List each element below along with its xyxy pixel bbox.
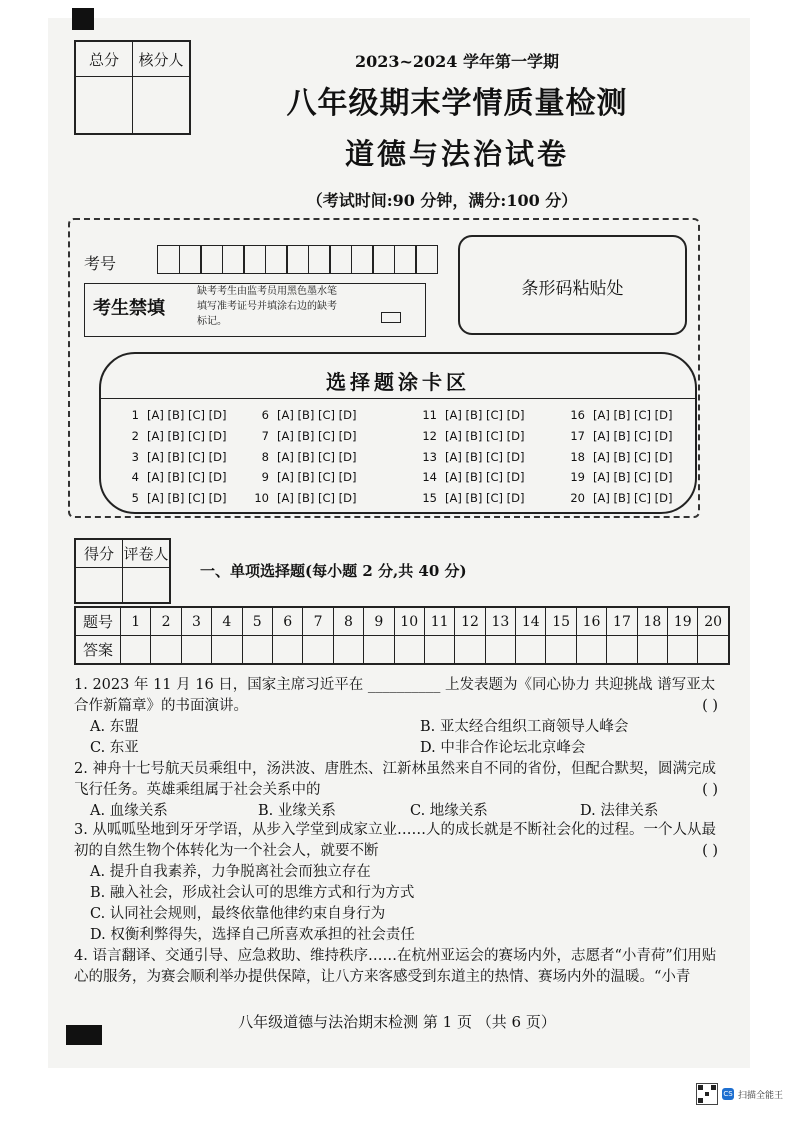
grid-question-number: 11 <box>424 607 454 636</box>
answer-column <box>567 408 673 512</box>
answer-bubble-row[interactable] <box>567 450 673 471</box>
answer-label: 答案 <box>75 636 121 665</box>
exam-number-cell[interactable] <box>351 245 374 274</box>
scanner-watermark <box>696 1083 783 1105</box>
grid-answer-cell[interactable] <box>576 636 606 665</box>
bubble-options[interactable]: [A] [B] [C] [D] <box>277 470 357 485</box>
barcode-label: 条形码粘贴处 <box>521 279 624 299</box>
grid-question-number: 18 <box>637 607 667 636</box>
exam-number-cell[interactable] <box>329 245 352 274</box>
grid-answer-cell[interactable] <box>637 636 667 665</box>
bubble-question-number: 13 <box>422 449 437 464</box>
bubble-options[interactable]: [A] [B] [C] [D] <box>445 470 525 485</box>
bubble-question-number: 12 <box>422 428 437 443</box>
grid-question-number: 19 <box>668 607 698 636</box>
question-4 <box>74 946 724 988</box>
option-b: B. 亚太经合组织工商领导人峰会 <box>420 719 629 735</box>
answer-column <box>419 408 525 512</box>
bubble-question-number: 20 <box>570 491 585 506</box>
answer-bubble-row[interactable] <box>251 408 357 429</box>
bubble-options[interactable]: [A] [B] [C] [D] <box>593 428 673 443</box>
grid-answer-cell[interactable] <box>272 636 302 665</box>
grid-answer-cell[interactable] <box>516 636 546 665</box>
grid-answer-cell[interactable] <box>394 636 424 665</box>
grid-question-number: 8 <box>333 607 363 636</box>
answer-paren[interactable]: ( ) <box>702 843 718 859</box>
option-d: D. 法律关系 <box>580 803 659 819</box>
exam-number-cell[interactable] <box>243 245 266 274</box>
section-heading: 一、单项选择题(每小题 2 分,共 40 分) <box>200 562 467 580</box>
exam-number-cell[interactable] <box>265 245 288 274</box>
bubble-options[interactable]: [A] [B] [C] [D] <box>147 470 227 485</box>
absent-mark-checkbox[interactable] <box>381 312 401 323</box>
answer-bubble-row[interactable] <box>567 429 673 450</box>
bubble-options[interactable]: [A] [B] [C] [D] <box>277 428 357 443</box>
option-a: A. 提升自我素养，力争脱离社会而独立存在 <box>90 864 371 880</box>
question-stem: 1. 2023 年 11 月 16 日，国家主席习近平在 __________ 上发表题为《同心协力 共迎挑战 谱写亚太合作新篇章》的书面演讲。 <box>74 677 716 714</box>
option-d: D. 权衡利弊得失，选择自己所喜欢承担的社会责任 <box>90 927 415 943</box>
grader-cell[interactable] <box>123 568 171 604</box>
grid-answer-cell[interactable] <box>546 636 576 665</box>
bubble-options[interactable]: [A] [B] [C] [D] <box>593 449 673 464</box>
bubble-question-number: 19 <box>570 470 585 485</box>
grid-question-number: 5 <box>242 607 272 636</box>
answer-bubble-row[interactable] <box>567 470 673 491</box>
answer-column <box>251 408 357 512</box>
grid-answer-cell[interactable] <box>607 636 637 665</box>
bubble-options[interactable]: [A] [B] [C] [D] <box>593 408 673 422</box>
answer-bubble-row[interactable] <box>419 470 525 491</box>
bubble-question-number: 17 <box>570 428 585 443</box>
grid-question-number: 1 <box>121 607 151 636</box>
grid-answer-cell[interactable] <box>333 636 363 665</box>
bubble-options[interactable]: [A] [B] [C] [D] <box>445 449 525 464</box>
grid-question-number: 16 <box>576 607 606 636</box>
answer-bubble-row[interactable] <box>419 491 525 512</box>
option-a: A. 东盟 <box>90 719 139 735</box>
grid-answer-cell[interactable] <box>668 636 698 665</box>
registration-mark-top <box>72 8 94 30</box>
exam-number-cell[interactable] <box>308 245 331 274</box>
exam-number-cell[interactable] <box>179 245 202 274</box>
grader-label: 评卷人 <box>123 539 171 568</box>
option-c: C. 东亚 <box>90 740 139 756</box>
answer-paren[interactable]: ( ) <box>702 782 718 798</box>
bubble-options[interactable]: [A] [B] [C] [D] <box>445 491 525 506</box>
answer-bubble-row[interactable] <box>121 491 227 512</box>
answer-bubble-row[interactable] <box>251 470 357 491</box>
qr-code-icon <box>696 1083 718 1105</box>
grid-question-number: 14 <box>516 607 546 636</box>
question-3 <box>74 820 724 946</box>
exam-number-cell[interactable] <box>286 245 309 274</box>
grid-question-number: 7 <box>303 607 333 636</box>
subject-title: 道德与法治试卷 <box>344 137 569 171</box>
bubble-question-number: 4 <box>131 470 139 485</box>
grid-answer-cell[interactable] <box>303 636 333 665</box>
answer-bubble-row[interactable] <box>419 429 525 450</box>
term-label: 2023~2024 学年第一学期 <box>354 52 560 71</box>
option-b: B. 业缘关系 <box>258 803 336 819</box>
bubble-question-number: 8 <box>261 449 269 464</box>
grid-answer-cell[interactable] <box>242 636 272 665</box>
exam-number-input[interactable] <box>157 245 437 274</box>
bubble-question-number: 6 <box>261 408 269 422</box>
grid-question-number: 9 <box>364 607 394 636</box>
bubble-question-number: 18 <box>570 449 585 464</box>
grid-answer-cell[interactable] <box>455 636 485 665</box>
grid-question-number: 2 <box>151 607 181 636</box>
watermark-text: 扫描全能王 <box>738 1090 784 1101</box>
choice-zone-title: 选择题涂卡区 <box>326 370 470 394</box>
answer-bubble-row[interactable] <box>251 429 357 450</box>
option-c: C. 地缘关系 <box>410 803 488 819</box>
bubble-options[interactable]: [A] [B] [C] [D] <box>147 491 227 506</box>
grid-answer-cell[interactable] <box>364 636 394 665</box>
barcode-area <box>458 235 687 335</box>
answer-bubble-row[interactable] <box>121 408 227 429</box>
answer-paren[interactable]: ( ) <box>702 698 718 714</box>
answer-bubble-row[interactable] <box>567 408 673 429</box>
checker-label: 核分人 <box>133 41 191 77</box>
grid-answer-cell[interactable] <box>151 636 181 665</box>
bubble-question-number: 15 <box>422 491 437 506</box>
grid-question-number: 20 <box>698 607 729 636</box>
question-2 <box>74 759 724 822</box>
grid-question-number: 10 <box>394 607 424 636</box>
bubble-options[interactable]: [A] [B] [C] [D] <box>277 408 357 422</box>
grid-question-number: 12 <box>455 607 485 636</box>
grid-answer-cell[interactable] <box>212 636 242 665</box>
grid-question-number: 15 <box>546 607 576 636</box>
question-stem: 4. 语言翻译、交通引导、应急救助、维持秩序……在杭州亚运会的赛场内外，志愿者“小青荷”们用贴心的服务，为赛会顺利举办提供保障，让八方来客感受到东道主的热情、赛场内外的温暖。“小青 <box>74 948 717 985</box>
exam-number-cell[interactable] <box>157 245 180 274</box>
question-number-label: 题号 <box>75 607 121 636</box>
choice-answer-zone <box>99 352 697 514</box>
answer-bubble-row[interactable] <box>121 429 227 450</box>
bubble-question-number: 5 <box>131 491 139 506</box>
question-1 <box>74 675 724 759</box>
bubble-question-number: 9 <box>261 470 269 485</box>
option-d: D. 中非合作论坛北京峰会 <box>420 740 586 756</box>
bubble-options[interactable]: [A] [B] [C] [D] <box>147 428 227 443</box>
divider <box>101 398 695 399</box>
exam-number-cell[interactable] <box>394 245 417 274</box>
grid-question-number: 13 <box>485 607 515 636</box>
bubble-options[interactable]: [A] [B] [C] [D] <box>445 428 525 443</box>
bubble-options[interactable]: [A] [B] [C] [D] <box>445 408 525 422</box>
exam-number-cell[interactable] <box>200 245 223 274</box>
answer-bubble-row[interactable] <box>419 450 525 471</box>
question-stem: 2. 神舟十七号航天员乘组中，汤洪波、唐胜杰、江新林虽然来自不同的省份，但配合默契，圆满完成飞行任务。英雄乘组属于社会关系中的 <box>74 761 716 798</box>
absent-box <box>84 283 426 337</box>
page-footer: 八年级道德与法治期末检测 第 1 页 （共 6 页） <box>238 1013 556 1031</box>
answer-grid <box>74 606 730 665</box>
absent-note: 缺考考生由监考员用黑色墨水笔填写准考证号并填涂右边的缺考标记。 <box>197 286 337 327</box>
bubble-question-number: 1 <box>131 408 139 422</box>
grid-answer-cell[interactable] <box>121 636 151 665</box>
grid-question-number: 6 <box>272 607 302 636</box>
bubble-question-number: 2 <box>131 428 139 443</box>
bubble-question-number: 11 <box>422 408 437 422</box>
bubble-question-number: 14 <box>422 470 437 485</box>
bubble-options[interactable]: [A] [B] [C] [D] <box>277 491 357 506</box>
bubble-options[interactable]: [A] [B] [C] [D] <box>593 491 673 506</box>
exam-number-cell[interactable] <box>372 245 395 274</box>
answer-bubble-row[interactable] <box>251 450 357 471</box>
answer-column <box>121 408 227 512</box>
exam-number-cell[interactable] <box>222 245 245 274</box>
option-a: A. 血缘关系 <box>90 803 168 819</box>
total-score-label: 总分 <box>75 41 133 77</box>
absent-label: 考生禁填 <box>93 298 165 319</box>
grader-table <box>74 538 171 604</box>
bubble-options[interactable]: [A] [B] [C] [D] <box>147 408 227 422</box>
question-stem: 3. 从呱呱坠地到牙牙学语，从步入学堂到成家立业……人的成长就是不断社会化的过程。一个人从最初的自然生物个体转化为一个社会人，就要不断 <box>74 822 716 859</box>
grid-question-number: 4 <box>212 607 242 636</box>
score-cell[interactable] <box>75 568 123 604</box>
bubble-question-number: 3 <box>131 449 139 464</box>
grid-answer-cell[interactable] <box>485 636 515 665</box>
option-c: C. 认同社会规则，最终依靠他律约束自身行为 <box>90 906 386 922</box>
bubble-question-number: 10 <box>254 491 269 506</box>
answer-bubble-row[interactable] <box>251 491 357 512</box>
grid-answer-cell[interactable] <box>181 636 211 665</box>
exam-info: （考试时间:90 分钟，满分:100 分） <box>306 191 578 210</box>
grid-answer-cell[interactable] <box>424 636 454 665</box>
answer-bubble-row[interactable] <box>567 491 673 512</box>
bubble-question-number: 16 <box>570 408 585 422</box>
score-label: 得分 <box>75 539 123 568</box>
camscanner-icon: CS <box>723 1090 733 1098</box>
exam-number-label: 考号 <box>84 254 117 273</box>
grid-answer-cell[interactable] <box>698 636 729 665</box>
answer-bubble-row[interactable] <box>121 470 227 491</box>
bubble-options[interactable]: [A] [B] [C] [D] <box>277 449 357 464</box>
answer-bubble-row[interactable] <box>121 450 227 471</box>
exam-number-cell[interactable] <box>415 245 438 274</box>
bubble-options[interactable]: [A] [B] [C] [D] <box>147 449 227 464</box>
grid-question-number: 17 <box>607 607 637 636</box>
bubble-options[interactable]: [A] [B] [C] [D] <box>593 470 673 485</box>
bubble-question-number: 7 <box>261 428 269 443</box>
page-title: 八年级期末学情质量检测 <box>286 86 628 121</box>
option-b: B. 融入社会，形成社会认可的思维方式和行为方式 <box>90 885 415 901</box>
grid-question-number: 3 <box>181 607 211 636</box>
answer-bubble-row[interactable] <box>419 408 525 429</box>
